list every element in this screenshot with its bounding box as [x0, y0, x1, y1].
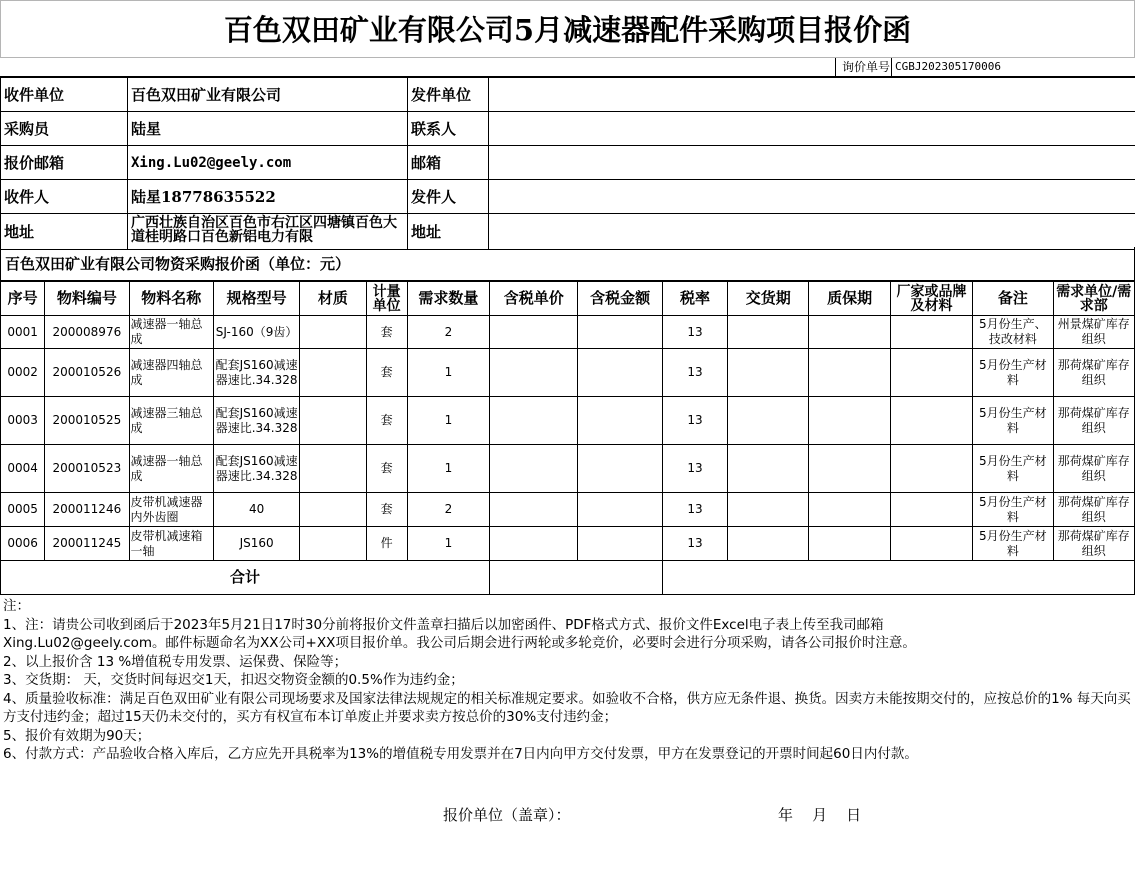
- row-brand[interactable]: [890, 493, 972, 527]
- info-label: 地址: [1, 214, 128, 250]
- row-delivery[interactable]: [728, 349, 809, 397]
- row-amount[interactable]: [578, 445, 662, 493]
- info-value[interactable]: [489, 146, 1135, 180]
- info-label: 采购员: [1, 112, 128, 146]
- row-remark: 5月份生产材料: [973, 349, 1053, 397]
- row-warranty[interactable]: [809, 493, 890, 527]
- row-remark: 5月份生产材料: [973, 527, 1053, 561]
- row-no: 0003: [1, 397, 45, 445]
- note-line: 注：: [3, 598, 30, 614]
- info-value[interactable]: 百色双田矿业有限公司: [128, 78, 408, 112]
- info-row: [1, 180, 1135, 214]
- row-warranty[interactable]: [809, 445, 890, 493]
- note-line: 3、交货期： 天，交货时间每迟交1天，扣迟交物资金额的0.5%作为违约金；: [3, 672, 464, 688]
- row-brand[interactable]: [890, 397, 972, 445]
- total-amount[interactable]: [490, 561, 663, 595]
- column-header: 物料编号: [45, 282, 129, 316]
- column-header: 计量单位: [366, 282, 407, 316]
- row-amount[interactable]: [578, 316, 662, 349]
- total-row: [1, 561, 1135, 595]
- notes-section: [0, 594, 1135, 890]
- row-qty: 1: [407, 397, 489, 445]
- info-row: [1, 214, 1135, 250]
- row-no: 0005: [1, 493, 45, 527]
- table-subtitle: 百色双田矿业有限公司物资采购报价函（单位：元）: [0, 247, 1135, 281]
- row-price[interactable]: [490, 349, 578, 397]
- info-row: [1, 78, 1135, 112]
- row-spec: 40: [213, 493, 299, 527]
- row-spec: SJ-160（9齿）: [213, 316, 299, 349]
- row-dept: 那荷煤矿库存组织: [1053, 397, 1135, 445]
- row-code: 200011245: [45, 527, 129, 561]
- column-header: 序号: [1, 282, 45, 316]
- note-line: 6、付款方式：产品验收合格入库后，乙方应先开具税率为13%的增值税专用发票并在7日内向甲方交付发票，甲方在发票登记的开票时间起60日内付款。: [3, 746, 918, 762]
- row-dept: 那荷煤矿库存组织: [1053, 349, 1135, 397]
- row-unit: 套: [366, 397, 407, 445]
- table-header-row: [1, 282, 1135, 316]
- row-tax: 13: [662, 397, 727, 445]
- row-no: 0006: [1, 527, 45, 561]
- row-code: 200010525: [45, 397, 129, 445]
- row-warranty[interactable]: [809, 316, 890, 349]
- row-name: 减速器四轴总成: [129, 349, 213, 397]
- info-value[interactable]: [489, 112, 1135, 146]
- row-remark: 5月份生产材料: [973, 445, 1053, 493]
- row-price[interactable]: [490, 445, 578, 493]
- info-row: [1, 112, 1135, 146]
- inquiry-number-label: 询价单号: [835, 58, 892, 76]
- info-value[interactable]: [489, 214, 1135, 250]
- document-title: 百色双田矿业有限公司5月减速器配件采购项目报价函: [0, 0, 1135, 58]
- row-qty: 1: [407, 445, 489, 493]
- table-row: [1, 527, 1135, 561]
- row-unit: 套: [366, 349, 407, 397]
- row-material[interactable]: [300, 397, 366, 445]
- info-value[interactable]: [489, 78, 1135, 112]
- row-name: 减速器一轴总成: [129, 445, 213, 493]
- row-delivery[interactable]: [728, 445, 809, 493]
- row-tax: 13: [662, 349, 727, 397]
- note-line: 2、以上报价含 13 %增值税专用发票、运保费、保险等；: [3, 653, 348, 670]
- info-value[interactable]: 陆星18778635522: [128, 180, 408, 214]
- row-delivery[interactable]: [728, 316, 809, 349]
- contact-info-table: [0, 77, 1135, 250]
- row-code: 200011246: [45, 493, 129, 527]
- row-qty: 1: [407, 527, 489, 561]
- row-spec: 配套JS160减速器速比.34.328: [213, 445, 299, 493]
- info-label: 收件单位: [1, 78, 128, 112]
- column-header: 含税单价: [490, 282, 578, 316]
- column-header: 交货期: [728, 282, 809, 316]
- row-unit: 件: [366, 527, 407, 561]
- info-value[interactable]: Xing.Lu02@geely.com: [128, 146, 408, 180]
- row-unit: 套: [366, 445, 407, 493]
- table-row: [1, 316, 1135, 349]
- row-dept: 那荷煤矿库存组织: [1053, 493, 1135, 527]
- info-label: 报价邮箱: [1, 146, 128, 180]
- column-header: 需求单位/需求部: [1053, 282, 1135, 316]
- column-header: 含税金额: [578, 282, 662, 316]
- column-header: 规格型号: [213, 282, 299, 316]
- row-remark: 5月份生产材料: [973, 397, 1053, 445]
- row-no: 0004: [1, 445, 45, 493]
- info-label: 发件单位: [408, 78, 489, 112]
- row-material[interactable]: [300, 316, 366, 349]
- column-header: 需求数量: [407, 282, 489, 316]
- note-line: 5、报价有效期为90天；: [3, 727, 151, 744]
- row-tax: 13: [662, 316, 727, 349]
- row-spec: 配套JS160减速器速比.34.328: [213, 397, 299, 445]
- row-tax: 13: [662, 445, 727, 493]
- table-row: [1, 349, 1135, 397]
- column-header: 材质: [300, 282, 366, 316]
- row-name: 皮带机减速器内外齿圈: [129, 493, 213, 527]
- row-brand[interactable]: [890, 316, 972, 349]
- row-tax: 13: [662, 493, 727, 527]
- row-spec: JS160: [213, 527, 299, 561]
- row-brand[interactable]: [890, 445, 972, 493]
- row-code: 200008976: [45, 316, 129, 349]
- info-label: 邮箱: [408, 146, 489, 180]
- row-spec: 配套JS160减速器速比.34.328: [213, 349, 299, 397]
- items-table: [0, 281, 1135, 595]
- row-material[interactable]: [300, 493, 366, 527]
- row-unit: 套: [366, 493, 407, 527]
- row-qty: 2: [407, 316, 489, 349]
- row-amount[interactable]: [578, 349, 662, 397]
- row-code: 200010526: [45, 349, 129, 397]
- table-row: [1, 397, 1135, 445]
- address-value[interactable]: 广西壮族自治区百色市右江区四塘镇百色大道桂明路口百色新铝电力有限: [128, 214, 408, 250]
- info-label: 联系人: [408, 112, 489, 146]
- row-delivery[interactable]: [728, 493, 809, 527]
- row-no: 0001: [1, 316, 45, 349]
- row-amount[interactable]: [578, 527, 662, 561]
- signature-label: 报价单位（盖章）：: [443, 806, 571, 824]
- row-no: 0002: [1, 349, 45, 397]
- row-dept: 州景煤矿库存组织: [1053, 316, 1135, 349]
- inquiry-number-row: [0, 58, 1135, 77]
- row-price[interactable]: [490, 397, 578, 445]
- note-line: 4、质量验收标准：满足百色双田矿业有限公司现场要求及国家法律法规规定的相关标准规定要求。如验收不合格，供方应无条件退、换货。因卖方未能按期交付的，应按总价的1% 每天向买方支付违约金；超过15天仍未交付的，买方有权宣布本订单废止并要求卖方按总价的30%支付违约金；: [3, 690, 1131, 725]
- row-qty: 2: [407, 493, 489, 527]
- row-remark: 5月份生产材料: [973, 493, 1053, 527]
- column-header: 厂家或品牌及材料: [890, 282, 972, 316]
- row-price[interactable]: [490, 527, 578, 561]
- total-label: 合计: [1, 561, 490, 595]
- row-brand[interactable]: [890, 349, 972, 397]
- row-name: 皮带机减速箱一轴: [129, 527, 213, 561]
- note-line: 1、注：请贵公司收到函后于2023年5月21日17时30分前将报价文件盖章扫描后以加密函件、PDF格式方式、报价文件Excel电子表上传至我司邮箱: [3, 616, 884, 633]
- row-warranty[interactable]: [809, 397, 890, 445]
- row-warranty[interactable]: [809, 349, 890, 397]
- row-material[interactable]: [300, 349, 366, 397]
- row-delivery[interactable]: [728, 527, 809, 561]
- row-warranty[interactable]: [809, 527, 890, 561]
- row-code: 200010523: [45, 445, 129, 493]
- row-name: 减速器一轴总成: [129, 316, 213, 349]
- total-blank: [662, 561, 1134, 595]
- row-material[interactable]: [300, 527, 366, 561]
- column-header: 质保期: [809, 282, 890, 316]
- row-qty: 1: [407, 349, 489, 397]
- row-remark: 5月份生产、技改材料: [973, 316, 1053, 349]
- info-label: 发件人: [408, 180, 489, 214]
- row-dept: 那荷煤矿库存组织: [1053, 527, 1135, 561]
- inquiry-number-value[interactable]: CGBJ202305170006: [891, 58, 1135, 76]
- row-price[interactable]: [490, 316, 578, 349]
- column-header: 备注: [973, 282, 1053, 316]
- note-line: Xing.Lu02@geely.com。邮件标题命名为XX公司+XX项目报价单。我公司后期会进行两轮或多轮竞价，必要时会进行分项采购，请各公司报价时注意。: [3, 635, 916, 651]
- signature-date: 年 月 日: [778, 806, 862, 824]
- row-amount[interactable]: [578, 493, 662, 527]
- row-unit: 套: [366, 316, 407, 349]
- table-row: [1, 493, 1135, 527]
- column-header: 物料名称: [129, 282, 213, 316]
- row-delivery[interactable]: [728, 397, 809, 445]
- row-name: 减速器三轴总成: [129, 397, 213, 445]
- table-row: [1, 445, 1135, 493]
- row-tax: 13: [662, 527, 727, 561]
- column-header: 税率: [662, 282, 727, 316]
- row-material[interactable]: [300, 445, 366, 493]
- row-amount[interactable]: [578, 397, 662, 445]
- info-label: 地址: [408, 214, 489, 250]
- row-price[interactable]: [490, 493, 578, 527]
- info-label: 收件人: [1, 180, 128, 214]
- info-value[interactable]: 陆星: [128, 112, 408, 146]
- row-dept: 那荷煤矿库存组织: [1053, 445, 1135, 493]
- row-brand[interactable]: [890, 527, 972, 561]
- info-row: [1, 146, 1135, 180]
- info-value[interactable]: [489, 180, 1135, 214]
